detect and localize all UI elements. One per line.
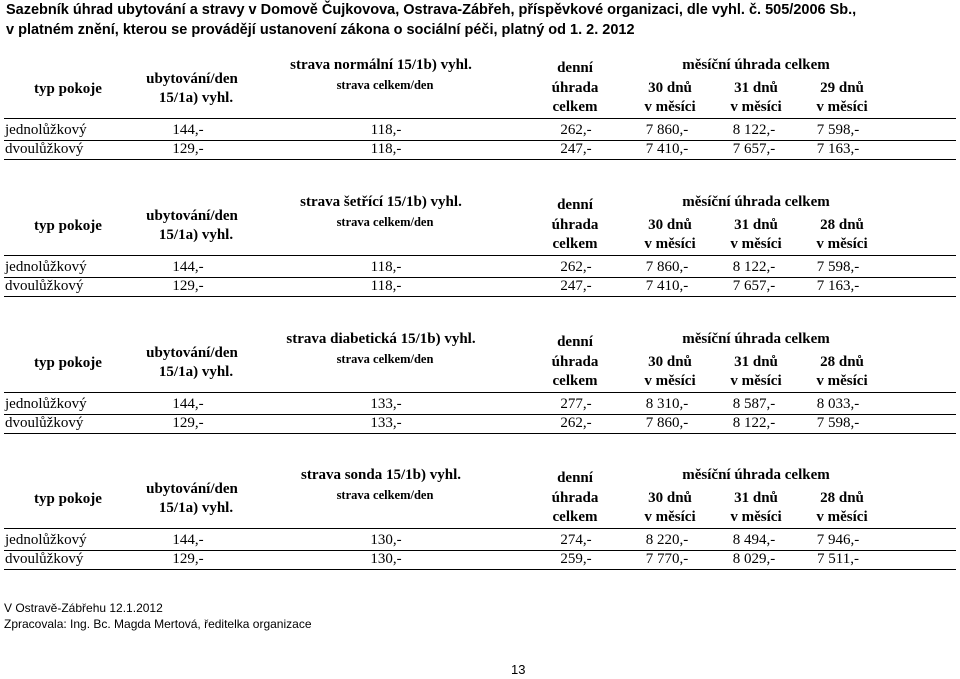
header-month-days: 31 dnů xyxy=(734,354,778,370)
header-month-label: v měsíci xyxy=(644,99,696,115)
header-daily-2: úhrada xyxy=(551,80,599,96)
tariff-table xyxy=(0,466,960,568)
header-diet-type: strava diabetická 15/1b) vyhl. xyxy=(286,331,476,347)
row-month-2: 8 587,- xyxy=(732,396,776,412)
row-month-2: 8 029,- xyxy=(732,551,776,567)
tariff-table xyxy=(0,193,960,295)
header-room-type: typ pokoje xyxy=(34,491,102,507)
header-month-days: 29 dnů xyxy=(820,80,864,96)
row-accommodation: 129,- xyxy=(172,141,204,157)
row-accommodation: 129,- xyxy=(172,278,204,294)
row-daily-total: 262,- xyxy=(560,122,592,138)
row-daily-total: 274,- xyxy=(560,532,592,548)
row-month-3: 8 033,- xyxy=(816,396,860,412)
header-daily-1: denní xyxy=(557,470,593,486)
row-month-1: 7 860,- xyxy=(645,259,689,275)
tariff-table xyxy=(0,56,960,158)
row-daily-total: 259,- xyxy=(560,551,592,567)
row-room-type: jednolůžkový xyxy=(5,532,87,548)
row-rule xyxy=(4,550,956,551)
row-diet: 118,- xyxy=(370,141,402,157)
header-daily-3: celkem xyxy=(552,236,598,252)
header-month-label: v měsíci xyxy=(730,99,782,115)
header-daily-2: úhrada xyxy=(551,354,599,370)
header-monthly: měsíční úhrada celkem xyxy=(682,467,830,483)
header-monthly: měsíční úhrada celkem xyxy=(682,57,830,73)
header-diet-type: strava normální 15/1b) vyhl. xyxy=(290,57,472,73)
header-diet-type: strava sonda 15/1b) vyhl. xyxy=(300,467,462,483)
row-month-3: 7 598,- xyxy=(816,415,860,431)
document-heading xyxy=(6,0,946,40)
row-month-3: 7 946,- xyxy=(816,532,860,548)
row-room-type: dvoulůžkový xyxy=(5,551,84,567)
row-diet: 133,- xyxy=(370,415,402,431)
row-rule xyxy=(4,433,956,434)
header-rule xyxy=(4,528,956,529)
row-month-1: 7 860,- xyxy=(645,122,689,138)
row-month-2: 7 657,- xyxy=(732,278,776,294)
header-accommodation-ref: 15/1a) vyhl. xyxy=(158,364,234,380)
row-diet: 130,- xyxy=(370,551,402,567)
row-month-3: 7 163,- xyxy=(816,278,860,294)
row-month-1: 7 410,- xyxy=(645,278,689,294)
header-diet-total: strava celkem/den xyxy=(336,78,434,92)
footer-place-date: V Ostravě-Zábřehu 12.1.2012 xyxy=(4,601,163,615)
row-accommodation: 129,- xyxy=(172,551,204,567)
row-month-2: 8 122,- xyxy=(732,259,776,275)
header-month-days: 30 dnů xyxy=(648,354,692,370)
header-month-label: v měsíci xyxy=(644,236,696,252)
header-month-label: v měsíci xyxy=(644,373,696,389)
row-month-2: 7 657,- xyxy=(732,141,776,157)
footer-author: Zpracovala: Ing. Bc. Magda Mertová, ředitelka organizace xyxy=(4,617,312,631)
header-accommodation: ubytování/den xyxy=(146,208,238,224)
header-diet-total: strava celkem/den xyxy=(336,215,434,229)
header-daily-3: celkem xyxy=(552,99,598,115)
row-daily-total: 277,- xyxy=(560,396,592,412)
row-accommodation: 144,- xyxy=(172,532,204,548)
row-month-2: 8 122,- xyxy=(732,415,776,431)
page-number: 13 xyxy=(511,662,526,677)
row-month-3: 7 511,- xyxy=(817,551,859,567)
header-rule xyxy=(4,118,956,119)
header-daily-1: denní xyxy=(557,197,593,213)
row-rule xyxy=(4,277,956,278)
row-daily-total: 247,- xyxy=(560,141,592,157)
row-room-type: jednolůžkový xyxy=(5,396,87,412)
header-accommodation: ubytování/den xyxy=(146,71,238,87)
row-diet: 118,- xyxy=(370,278,402,294)
row-room-type: dvoulůžkový xyxy=(5,141,84,157)
row-rule xyxy=(4,569,956,570)
header-room-type: typ pokoje xyxy=(34,218,102,234)
row-rule xyxy=(4,414,956,415)
row-accommodation: 144,- xyxy=(172,259,204,275)
row-room-type: jednolůžkový xyxy=(5,122,87,138)
header-monthly: měsíční úhrada celkem xyxy=(682,194,830,210)
header-month-label: v měsíci xyxy=(730,509,782,525)
header-month-days: 30 dnů xyxy=(648,80,692,96)
header-room-type: typ pokoje xyxy=(34,355,102,371)
header-daily-3: celkem xyxy=(552,509,598,525)
row-room-type: dvoulůžkový xyxy=(5,415,84,431)
row-diet: 118,- xyxy=(370,122,402,138)
row-month-1: 8 310,- xyxy=(645,396,689,412)
heading-line-2: v platném znění, kterou se provádějí ustanovení zákona o sociální péči, platný od 1. 2. 2012 xyxy=(6,22,635,38)
header-accommodation-ref: 15/1a) vyhl. xyxy=(158,227,234,243)
header-diet-total: strava celkem/den xyxy=(336,488,434,502)
row-month-1: 7 770,- xyxy=(645,551,689,567)
row-accommodation: 144,- xyxy=(172,122,204,138)
header-diet-type: strava šetřící 15/1b) vyhl. xyxy=(300,194,462,210)
header-month-label: v měsíci xyxy=(816,236,868,252)
header-month-label: v měsíci xyxy=(644,509,696,525)
row-accommodation: 144,- xyxy=(172,396,204,412)
row-diet: 130,- xyxy=(370,532,402,548)
header-daily-1: denní xyxy=(557,60,593,76)
header-accommodation-ref: 15/1a) vyhl. xyxy=(158,500,234,516)
row-month-1: 7 410,- xyxy=(645,141,689,157)
row-month-1: 7 860,- xyxy=(645,415,689,431)
row-month-2: 8 494,- xyxy=(732,532,776,548)
row-accommodation: 129,- xyxy=(172,415,204,431)
row-rule xyxy=(4,159,956,160)
row-month-3: 7 598,- xyxy=(816,122,860,138)
row-diet: 133,- xyxy=(370,396,402,412)
heading-line-1: Sazebník úhrad ubytování a stravy v Domově Čujkovova, Ostrava-Zábřeh, příspěvkové organizaci, dle vyhl. č. 505/2006 Sb., xyxy=(6,2,857,18)
header-rule xyxy=(4,392,956,393)
row-month-2: 8 122,- xyxy=(732,122,776,138)
header-room-type: typ pokoje xyxy=(34,81,102,97)
header-month-label: v měsíci xyxy=(816,373,868,389)
row-daily-total: 262,- xyxy=(560,415,592,431)
header-month-days: 28 dnů xyxy=(820,490,864,506)
header-month-days: 31 dnů xyxy=(734,217,778,233)
row-rule xyxy=(4,140,956,141)
header-daily-1: denní xyxy=(557,334,593,350)
header-monthly: měsíční úhrada celkem xyxy=(682,331,830,347)
header-daily-2: úhrada xyxy=(551,490,599,506)
header-diet-total: strava celkem/den xyxy=(336,352,434,366)
row-rule xyxy=(4,296,956,297)
header-month-days: 30 dnů xyxy=(648,490,692,506)
header-rule xyxy=(4,255,956,256)
header-accommodation: ubytování/den xyxy=(146,345,238,361)
header-daily-3: celkem xyxy=(552,373,598,389)
header-month-label: v měsíci xyxy=(816,509,868,525)
header-month-days: 30 dnů xyxy=(648,217,692,233)
header-accommodation: ubytování/den xyxy=(146,481,238,497)
row-room-type: dvoulůžkový xyxy=(5,278,84,294)
header-month-days: 31 dnů xyxy=(734,80,778,96)
header-daily-2: úhrada xyxy=(551,217,599,233)
header-accommodation-ref: 15/1a) vyhl. xyxy=(158,90,234,106)
row-daily-total: 247,- xyxy=(560,278,592,294)
header-month-days: 31 dnů xyxy=(734,490,778,506)
row-month-1: 8 220,- xyxy=(645,532,689,548)
header-month-label: v měsíci xyxy=(730,236,782,252)
row-month-3: 7 598,- xyxy=(816,259,860,275)
row-room-type: jednolůžkový xyxy=(5,259,87,275)
header-month-days: 28 dnů xyxy=(820,217,864,233)
header-month-label: v měsíci xyxy=(816,99,868,115)
header-month-label: v měsíci xyxy=(730,373,782,389)
tariff-table xyxy=(0,330,960,432)
row-month-3: 7 163,- xyxy=(816,141,860,157)
header-month-days: 28 dnů xyxy=(820,354,864,370)
row-diet: 118,- xyxy=(370,259,402,275)
row-daily-total: 262,- xyxy=(560,259,592,275)
